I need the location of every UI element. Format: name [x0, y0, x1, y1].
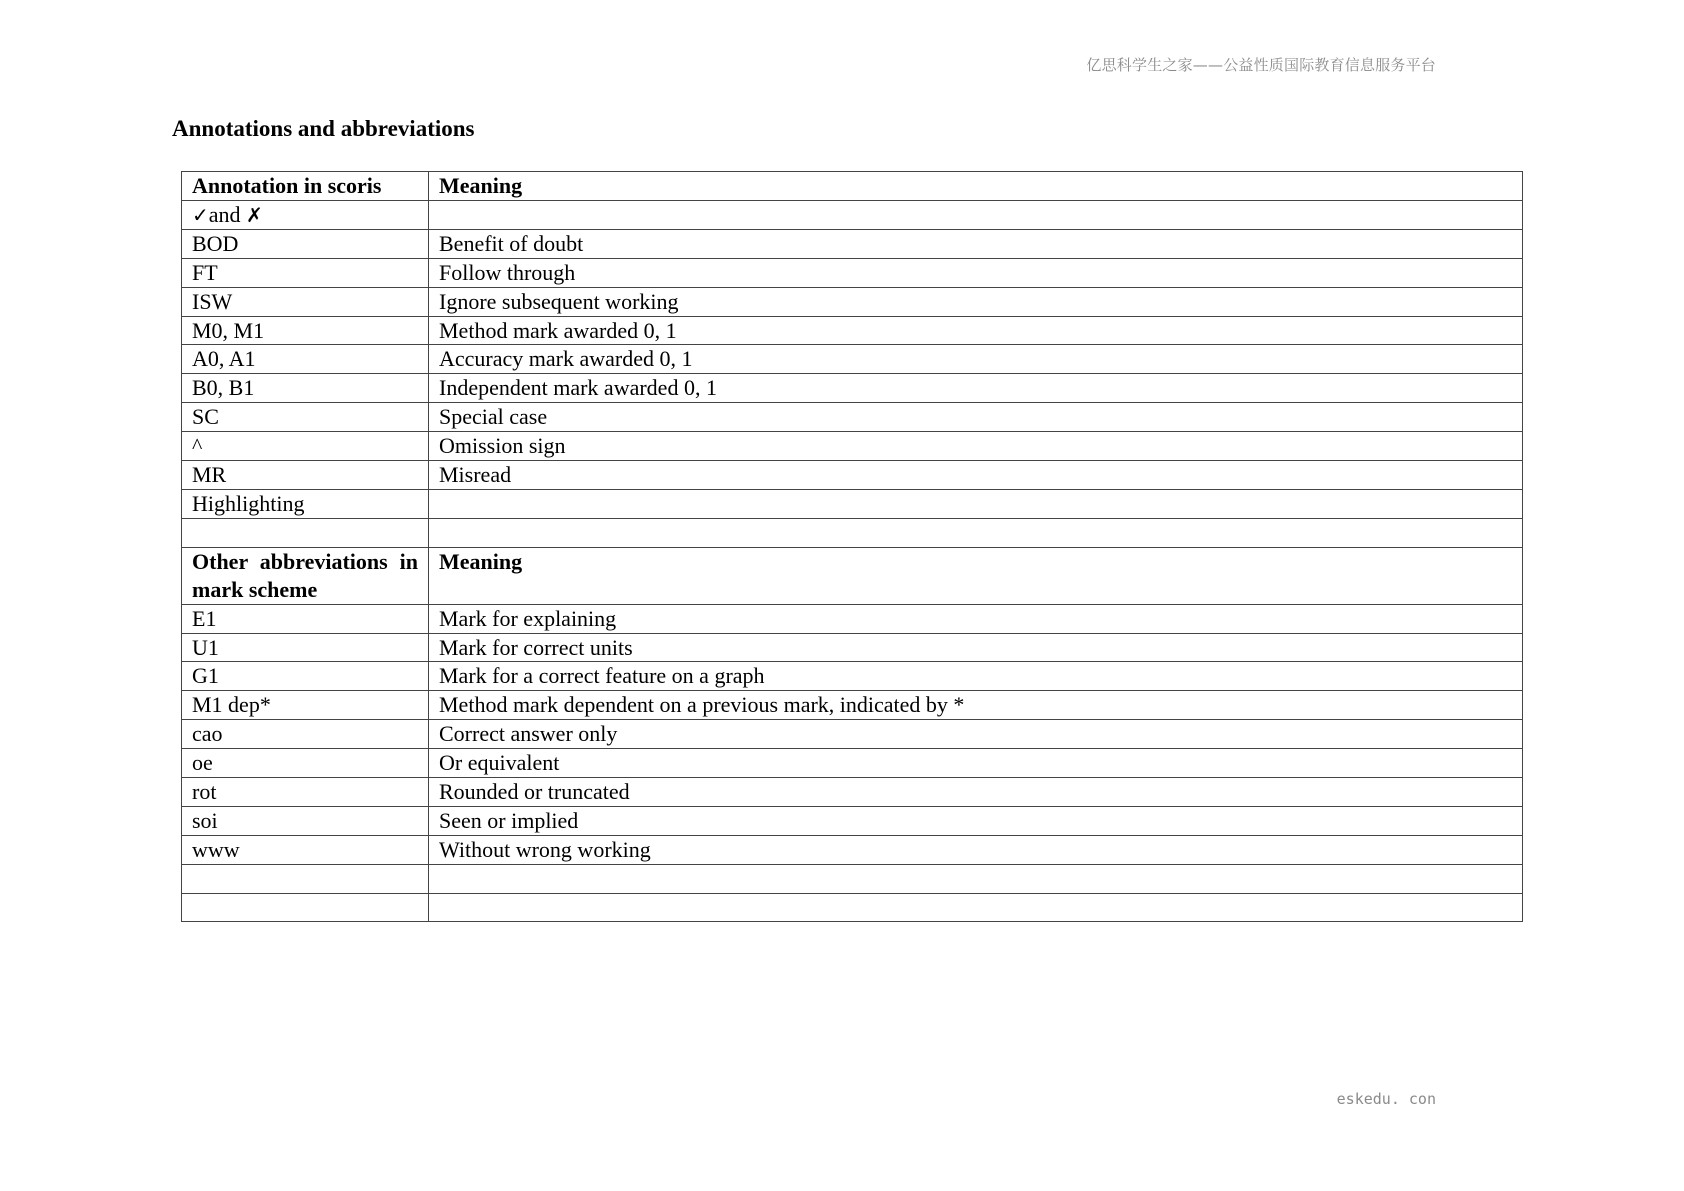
abbreviation-cell: soi — [182, 806, 429, 835]
meaning-cell: Or equivalent — [429, 749, 1523, 778]
meaning-cell: Misread — [429, 461, 1523, 490]
table-row — [182, 604, 1523, 633]
annotation-cell: FT — [182, 258, 429, 287]
meaning-cell — [429, 893, 1523, 922]
annotation-cell: A0, A1 — [182, 345, 429, 374]
meaning-cell: Special case — [429, 403, 1523, 432]
meaning-cell: Follow through — [429, 258, 1523, 287]
annotation-cell: ISW — [182, 287, 429, 316]
table-row — [182, 403, 1523, 432]
table-row — [182, 316, 1523, 345]
other-abbreviations-header-row — [182, 547, 1523, 604]
meaning-cell — [429, 489, 1523, 518]
meaning-cell: Rounded or truncated — [429, 778, 1523, 807]
footer-watermark: eskedu. con — [1336, 1090, 1436, 1108]
table-row — [182, 374, 1523, 403]
table-row — [182, 461, 1523, 490]
abbreviation-cell: www — [182, 835, 429, 864]
meaning-cell: Method mark dependent on a previous mark, indicated by * — [429, 691, 1523, 720]
table-row — [182, 489, 1523, 518]
abbreviation-cell: E1 — [182, 604, 429, 633]
meaning-cell: Method mark awarded 0, 1 — [429, 316, 1523, 345]
header-watermark: 亿思科学生之家——公益性质国际教育信息服务平台 — [1086, 56, 1436, 74]
abbreviation-cell — [182, 864, 429, 893]
meaning-cell: Ignore subsequent working — [429, 287, 1523, 316]
table-row — [182, 893, 1523, 922]
table-row — [182, 749, 1523, 778]
abbreviation-cell: rot — [182, 778, 429, 807]
table-row — [182, 287, 1523, 316]
table-row — [182, 864, 1523, 893]
annotation-cell: MR — [182, 461, 429, 490]
abbreviation-cell — [182, 893, 429, 922]
table-row — [182, 835, 1523, 864]
page-title: Annotations and abbreviations — [172, 116, 475, 141]
annotation-cell: M0, M1 — [182, 316, 429, 345]
abbreviation-cell: M1 dep* — [182, 691, 429, 720]
table-row — [182, 691, 1523, 720]
meaning-cell: Without wrong working — [429, 835, 1523, 864]
table-row — [182, 633, 1523, 662]
annotation-column-header: Annotation in scoris — [182, 172, 429, 201]
other-abbreviations-column-header — [182, 547, 429, 604]
table-row — [182, 662, 1523, 691]
meaning-cell: Mark for a correct feature on a graph — [429, 662, 1523, 691]
table-row — [182, 806, 1523, 835]
annotation-header-row — [182, 172, 1523, 201]
meaning-cell: Mark for explaining — [429, 604, 1523, 633]
other-meaning-column-header: Meaning — [429, 547, 1523, 604]
and-text: and — [208, 201, 241, 227]
meaning-cell: Independent mark awarded 0, 1 — [429, 374, 1523, 403]
meaning-cell — [429, 518, 1523, 547]
abbreviation-cell: cao — [182, 720, 429, 749]
table-row — [182, 778, 1523, 807]
abbreviation-cell: U1 — [182, 633, 429, 662]
annotation-cell: ^ — [182, 432, 429, 461]
table-row — [182, 229, 1523, 258]
meaning-column-header: Meaning — [429, 172, 1523, 201]
table-row — [182, 720, 1523, 749]
meaning-cell: Seen or implied — [429, 806, 1523, 835]
other-abbreviations-header-text: Other abbreviations in mark scheme — [192, 548, 418, 602]
meaning-cell: Omission sign — [429, 432, 1523, 461]
table-row — [182, 345, 1523, 374]
meaning-cell — [429, 200, 1523, 229]
meaning-cell: Correct answer only — [429, 720, 1523, 749]
abbreviation-cell: G1 — [182, 662, 429, 691]
tick-icon: ✓ — [192, 202, 209, 227]
meaning-cell — [429, 864, 1523, 893]
annotation-cell: B0, B1 — [182, 374, 429, 403]
meaning-cell: Accuracy mark awarded 0, 1 — [429, 345, 1523, 374]
annotation-cell — [182, 518, 429, 547]
meaning-cell: Mark for correct units — [429, 633, 1523, 662]
annotation-cell: BOD — [182, 229, 429, 258]
annotation-cell: SC — [182, 403, 429, 432]
table-row — [182, 432, 1523, 461]
table-row — [182, 258, 1523, 287]
table-row — [182, 518, 1523, 547]
table-row — [182, 200, 1523, 229]
annotation-cell: Highlighting — [182, 489, 429, 518]
abbreviation-cell: oe — [182, 749, 429, 778]
meaning-cell: Benefit of doubt — [429, 229, 1523, 258]
tick-and-cross-cell — [182, 200, 429, 229]
cross-icon: ✗ — [246, 202, 263, 227]
abbreviations-table — [181, 171, 1523, 922]
